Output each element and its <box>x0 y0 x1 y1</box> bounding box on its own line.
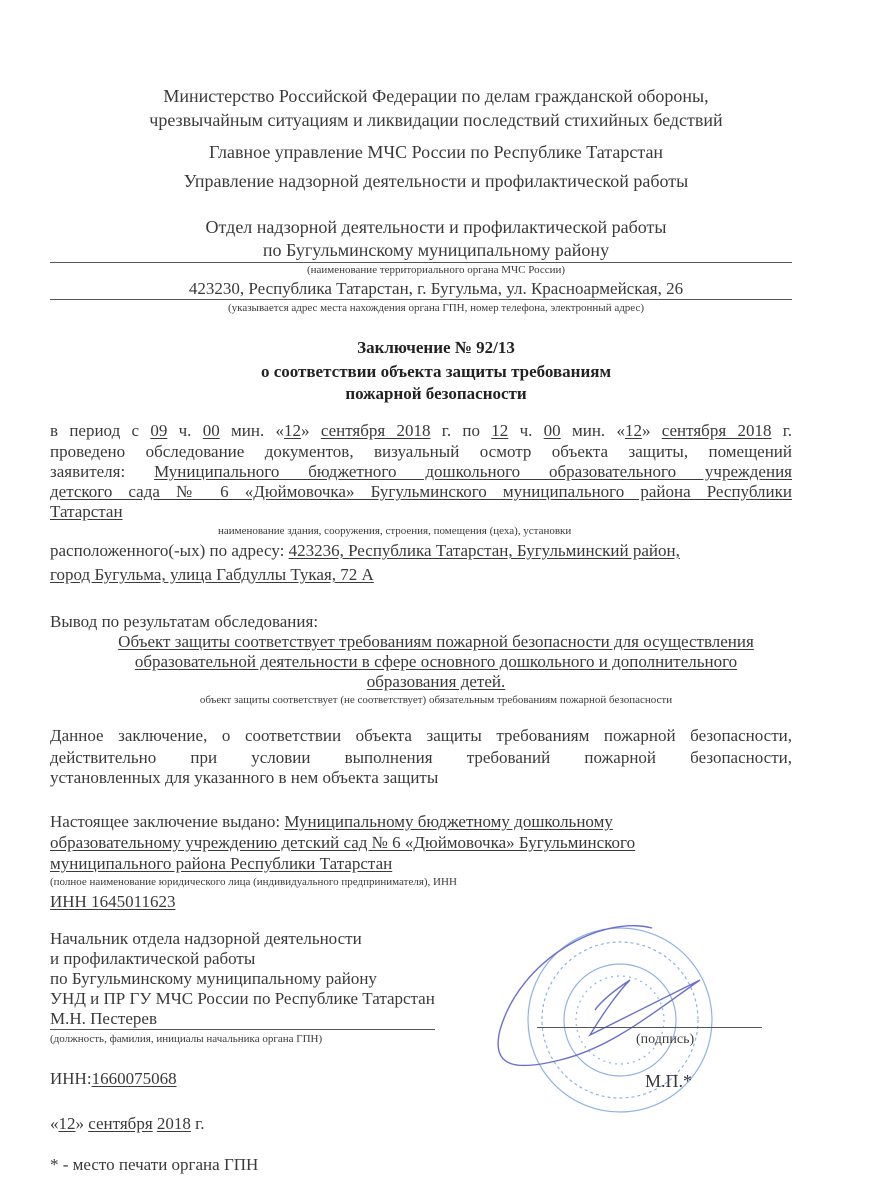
title-line-3: пожарной безопасности <box>345 384 527 403</box>
address-caption: (указывается адрес места нахождения органа ГПН, номер телефона, электронный адрес) <box>227 302 645 314</box>
inspection-line: проведено обследование документов, визуальный осмотр объекта защиты, помещений <box>50 442 792 461</box>
department-caption: (наименование территориального органа МЧС России) <box>306 264 566 276</box>
signature-caption: (подпись) <box>636 1032 695 1047</box>
signatory-line-4: УНД и ПР ГУ МЧС России по Республике Татарстан <box>50 989 435 1008</box>
signatory-caption: (должность, фамилия, инициалы начальника органа ГПН) <box>50 1033 323 1045</box>
object-caption: наименование здания, сооружения, строения, помещения (цеха), установки <box>218 525 572 537</box>
stamp-center-pattern <box>576 976 664 1064</box>
issued-caption: (полное наименование юридического лица (индивидуального предпринимателя), ИНН <box>50 876 457 888</box>
conclusion-line-3: образования детей. <box>366 672 506 691</box>
applicant-line-1: заявителя: Муниципального бюджетного дошкольного образовательного учреждения <box>50 462 792 481</box>
signatory-line-2: и профилактической работы <box>50 949 256 968</box>
conclusion-line-2: образовательной деятельности в сфере основного дошкольного и дополнительного <box>134 652 738 671</box>
applicant-line-3: Татарстан <box>50 502 123 521</box>
divider <box>50 262 792 263</box>
location-line-1: расположенного(-ых) по адресу: 423236, Республика Татарстан, Бугульминский район, <box>50 541 680 560</box>
issued-line-3: муниципального района Республики Татарстан <box>50 854 393 873</box>
ministry-line-1: Министерство Российской Федерации по делам гражданской обороны, <box>163 86 709 106</box>
signatory-line-1: Начальник отдела надзорной деятельности <box>50 929 362 948</box>
inspection-period: в период с 09 ч. 00 мин. «12» сентября 2018 г. по 12 ч. 00 мин. «12» сентября 2018 г. <box>50 421 793 440</box>
directorate: Управление надзорной деятельности и профилактической работы <box>183 171 689 191</box>
validity-line-1: Данное заключение, о соответствии объекта защиты требованиям пожарной безопасности, <box>50 726 792 745</box>
signatory-line-3: по Бугульминскому муниципальному району <box>50 969 377 988</box>
conclusion-caption: объект защиты соответствует (не соответствует) обязательным требованиям пожарной безопасности <box>199 694 673 706</box>
divider <box>50 299 792 300</box>
validity-line-3: установленных для указанного в нем объекта защиты <box>50 768 439 787</box>
issue-date: «12» сентября 2018 г. <box>50 1114 205 1133</box>
signature-line <box>537 1027 762 1028</box>
title-line-1: Заключение № 92/13 <box>357 338 515 357</box>
issued-line-2: образовательному учреждению детский сад № 6 «Дюймовочка» Бугульминского <box>50 833 636 852</box>
department-line-1: Отдел надзорной деятельности и профилактической работы <box>205 217 667 237</box>
department-line-2: по Бугульминскому муниципальному району <box>262 240 610 260</box>
seal-label: М.П.* <box>645 1071 693 1091</box>
main-directorate: Главное управление МЧС России по Республике Татарстан <box>208 142 664 162</box>
conclusion-label: Вывод по результатам обследования: <box>50 612 319 631</box>
official-stamp <box>480 920 780 1180</box>
ministry-line-2: чрезвычайным ситуациям и ликвидации последствий стихийных бедствий <box>149 110 723 130</box>
stamp-inner-ring <box>564 964 676 1076</box>
location-line-2: город Бугульма, улица Габдуллы Тукая, 72 А <box>50 565 374 584</box>
divider <box>50 1029 435 1030</box>
footnote: * - место печати органа ГПН <box>50 1155 259 1174</box>
applicant-line-2: детского сада № 6 «Дюймовочка» Бугульминского муниципального района Республики <box>50 482 792 501</box>
department-address: 423230, Республика Татарстан, г. Бугульма, ул. Красноармейская, 26 <box>188 279 684 298</box>
signatory-name: М.Н. Пестерев <box>50 1009 157 1028</box>
signatory-inn: ИНН:1660075068 <box>50 1069 177 1088</box>
title-line-2: о соответствии объекта защиты требованиям <box>260 362 612 381</box>
conclusion-line-1: Объект защиты соответствует требованиям пожарной безопасности для осуществления <box>118 632 754 651</box>
validity-line-2: действительно при условии выполнения требований пожарной безопасности, <box>50 748 792 767</box>
issued-line-1: Настоящее заключение выдано: Муниципальному бюджетному дошкольному <box>50 812 613 831</box>
issued-inn: ИНН 1645011623 <box>50 892 176 911</box>
